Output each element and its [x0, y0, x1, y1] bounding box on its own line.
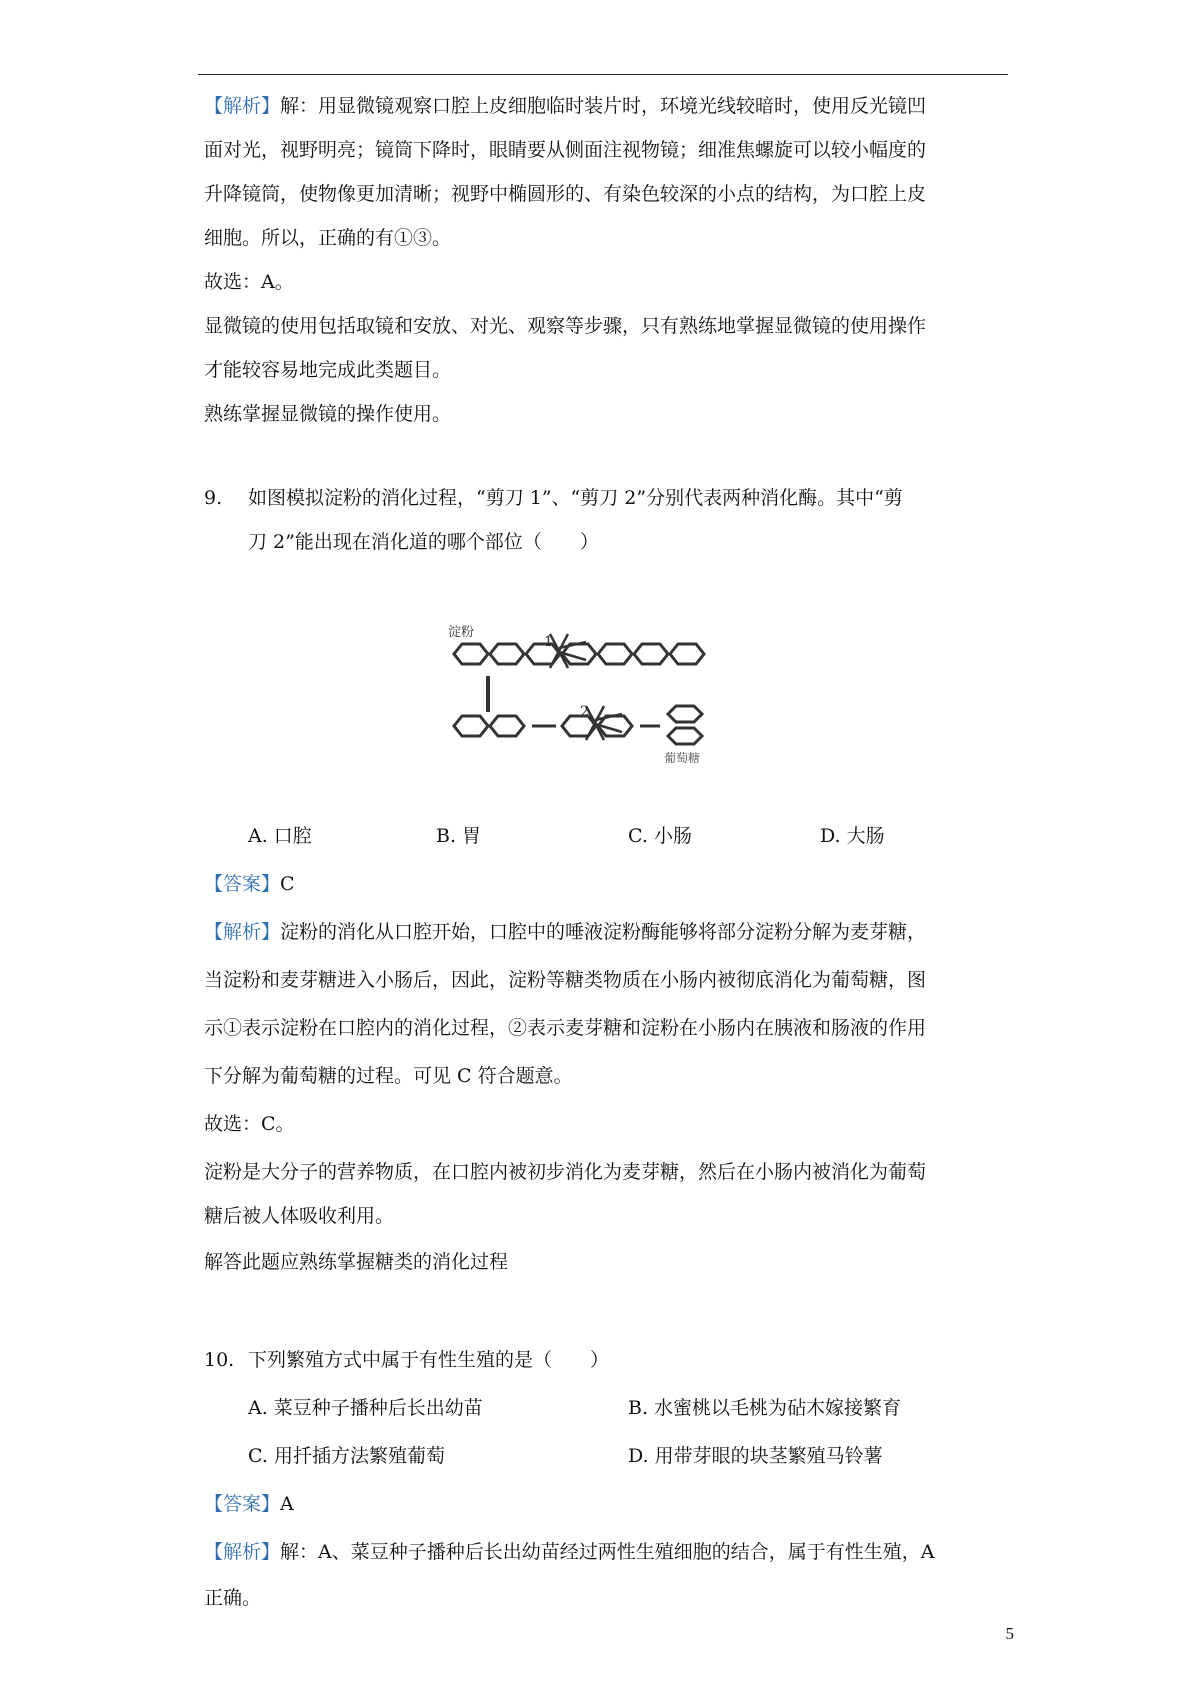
option-d: D. 用带芽眼的块茎繁殖马铃薯: [628, 1445, 883, 1467]
option-b: B. 水蜜桃以毛桃为砧木嫁接繁育: [628, 1397, 902, 1419]
option-d: D. 大肠: [820, 825, 885, 847]
option-a: A. 菜豆种子播种后长出幼苗: [248, 1397, 483, 1419]
option-c: C. 用扦插方法繁殖葡萄: [248, 1445, 445, 1467]
analysis-tag: 【解析】: [204, 1541, 281, 1563]
analysis-line: 【解析】解：A、菜豆种子播种后长出幼苗经过两性生殖细胞的结合，属于有性生殖，A: [204, 1541, 935, 1563]
label-2: 2: [580, 704, 589, 720]
comment-line: 淀粉是大分子的营养物质，在口腔内被初步消化为麦芽糖，然后在小肠内被消化为葡萄: [204, 1161, 927, 1183]
question-number: 10.: [204, 1349, 235, 1371]
option-a: A. 口腔: [248, 825, 312, 847]
label-starch: 淀粉: [448, 625, 475, 640]
choice-line: 故选：C。: [204, 1113, 295, 1135]
header-rule: [198, 74, 1008, 75]
analysis-line: 示①表示淀粉在口腔内的消化过程，②表示麦芽糖和淀粉在小肠内在胰液和肠液的作用: [204, 1017, 927, 1039]
answer-value: A: [280, 1493, 294, 1515]
answer-line: [204, 870, 1014, 898]
label-glucose: 葡萄糖: [664, 751, 701, 765]
tip-line: 解答此题应熟练掌握糖类的消化过程: [204, 1251, 509, 1273]
analysis-line: 面对光，视野明亮；镜筒下降时，眼睛要从侧面注视物镜；细准焦螺旋可以较小幅度的: [204, 139, 927, 161]
answer-value: C: [280, 873, 295, 895]
answer-line: [204, 1490, 1014, 1518]
analysis-line: 下分解为葡萄糖的过程。可见 C 符合题意。: [204, 1065, 573, 1087]
question-number: 9.: [204, 487, 223, 509]
analysis-line: 正确。: [204, 1587, 262, 1609]
question-stem: 刀 2”能出现在消化道的哪个部位（ ）: [248, 531, 599, 553]
analysis-line: 【解析】淀粉的消化从口腔开始，口腔中的唾液淀粉酶能够将部分淀粉分解为麦芽糖，: [204, 921, 927, 943]
page-number: 5: [1005, 1624, 1014, 1643]
analysis-line: 当淀粉和麦芽糖进入小肠后，因此，淀粉等糖类物质在小肠内被彻底消化为葡萄糖，图: [204, 969, 927, 991]
maltose-chain: [454, 716, 660, 736]
option-c: C. 小肠: [628, 825, 692, 847]
analysis-line: 细胞。所以，正确的有①③。: [204, 227, 452, 249]
analysis-line: 【解析】解：用显微镜观察口腔上皮细胞临时装片时，环境光线较暗时，使用反光镜凹: [204, 95, 927, 117]
starch-chain: [454, 644, 704, 664]
starch-digestion-diagram: [446, 622, 768, 806]
question-stem: 如图模拟淀粉的消化过程，“剪刀 1”、“剪刀 2”分别代表两种消化酶。其中“剪: [248, 487, 903, 509]
answer-tag: 【答案】: [204, 873, 281, 895]
analysis-tag: 【解析】: [204, 95, 281, 117]
analysis-line: 升降镜筒，使物像更加清晰；视野中椭圆形的、有染色较深的小点的结构，为口腔上皮: [204, 183, 927, 205]
analysis-tag: 【解析】: [204, 921, 281, 943]
tip-line: 熟练掌握显微镜的操作使用。: [204, 403, 452, 425]
comment-line: 糖后被人体吸收利用。: [204, 1205, 395, 1227]
glucose-units: [668, 706, 702, 744]
option-b: B. 胃: [436, 825, 482, 847]
comment-line: 显微镜的使用包括取镜和安放、对光、观察等步骤，只有熟练地掌握显微镜的使用操作: [204, 315, 927, 337]
choice-line: 故选：A。: [204, 271, 294, 293]
comment-line: 才能较容易地完成此类题目。: [204, 359, 452, 381]
label-1: 1: [544, 634, 553, 650]
answer-tag: 【答案】: [204, 1493, 281, 1515]
question-stem: 下列繁殖方式中属于有性生殖的是（ ）: [248, 1349, 610, 1371]
